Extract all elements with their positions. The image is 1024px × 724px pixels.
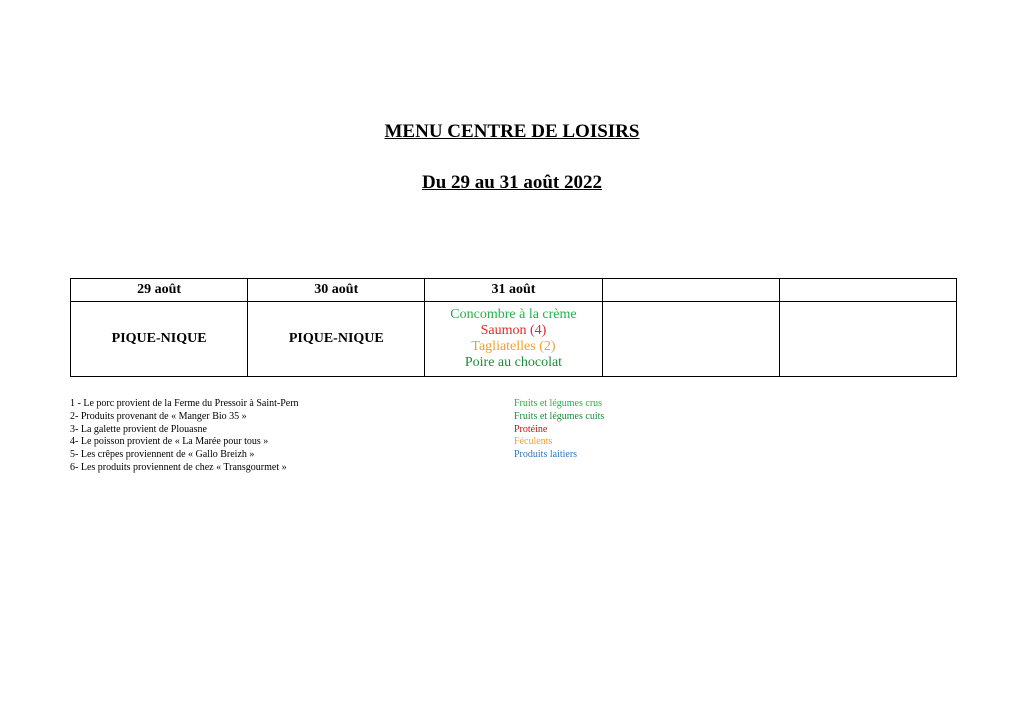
note-line: 4- Le poisson provient de « La Marée pour tous » <box>70 436 269 448</box>
color-legend <box>514 398 604 462</box>
header-day-1: 29 août <box>71 279 248 302</box>
note-line: 3- La galette provient de Plouasne <box>70 423 207 435</box>
dish-item: Saumon (4) <box>480 323 547 338</box>
note-line: 1 - Le porc provient de la Ferme du Pressoir à Saint-Pern <box>70 398 299 409</box>
page-title: MENU CENTRE DE LOISIRS <box>384 121 640 142</box>
legend-item: Fruits et légumes cuits <box>514 410 605 422</box>
note-line: 2- Produits provenant de « Manger Bio 35 » <box>70 410 247 422</box>
dish-item: Poire au chocolat <box>464 355 563 370</box>
header-row <box>71 279 957 302</box>
day-4-menu <box>602 302 779 377</box>
header-day-4 <box>602 279 779 302</box>
day-3-menu <box>425 302 602 377</box>
note-line: 5- Les crêpes proviennent de « Gallo Breizh » <box>70 449 255 461</box>
day-5-menu <box>779 302 956 377</box>
dish-item: Concombre à la crème <box>450 307 577 322</box>
header-day-5 <box>779 279 956 302</box>
menu-table <box>70 278 957 377</box>
day-1-menu: PIQUE-NIQUE <box>71 302 248 377</box>
date-range-subtitle: Du 29 au 31 août 2022 <box>422 172 602 193</box>
legend-item: Protéine <box>514 423 548 435</box>
note-line: 6- Les produits proviennent de chez « Transgourmet » <box>70 461 287 473</box>
day-2-menu: PIQUE-NIQUE <box>248 302 425 377</box>
legend-item: Produits laitiers <box>514 449 578 461</box>
menu-row <box>71 302 957 377</box>
source-notes <box>70 398 299 475</box>
legend-item: Féculents <box>514 436 553 448</box>
header-day-2: 30 août <box>248 279 425 302</box>
dish-item: Tagliatelles (2) <box>471 339 556 354</box>
header-day-3: 31 août <box>425 279 602 302</box>
legend-item: Fruits et légumes crus <box>514 398 603 409</box>
